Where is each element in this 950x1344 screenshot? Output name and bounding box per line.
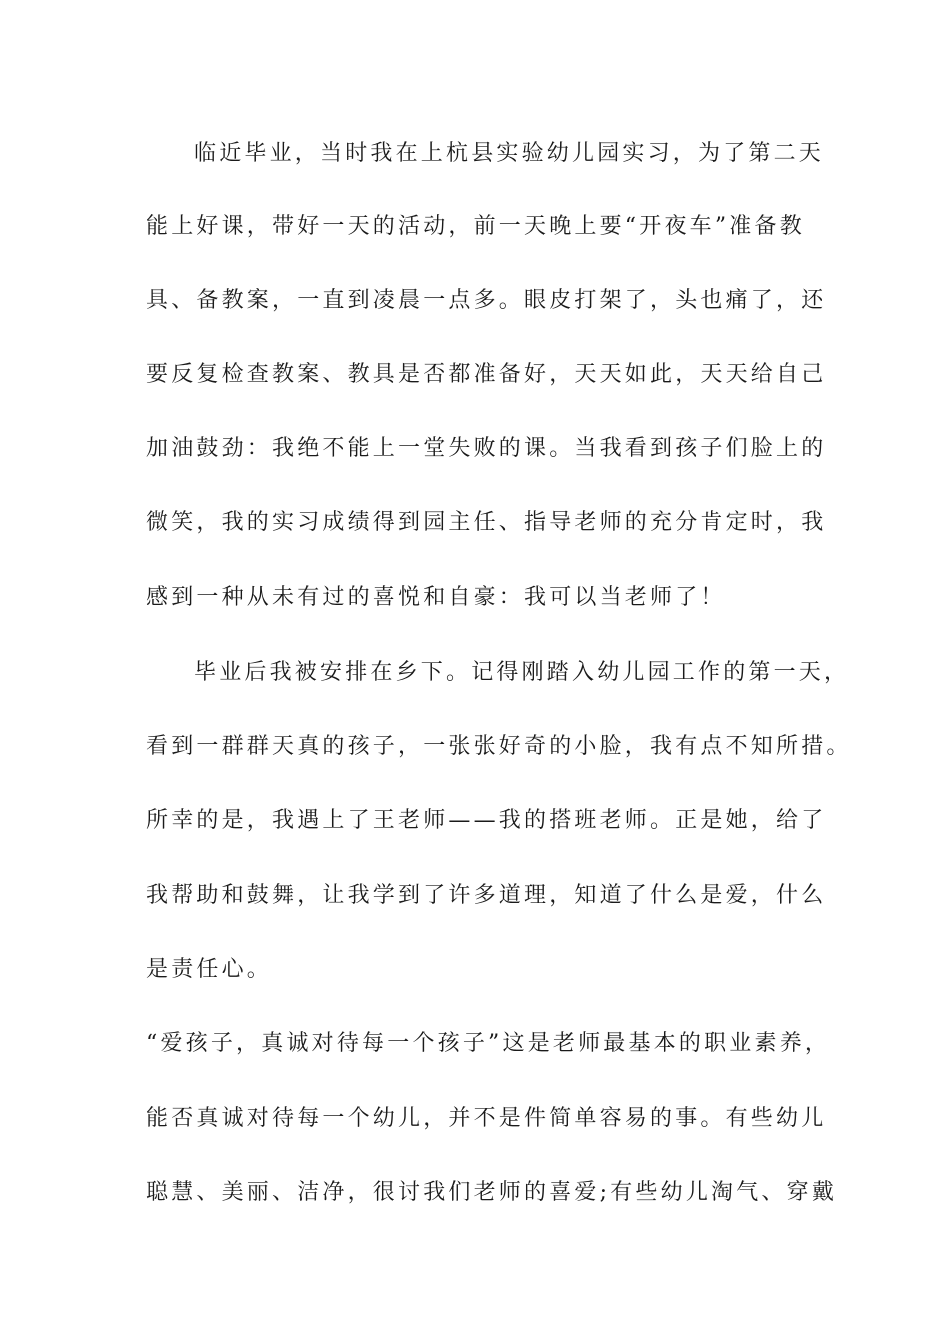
- paragraph-2-line-2: 看到一群群天真的孩子，一张张好奇的小脸，我有点不知所措。: [146, 734, 852, 759]
- paragraph-3-line-3: 聪慧、美丽、洁净，很讨我们老师的喜爱;有些幼儿淘气、穿戴: [146, 1180, 838, 1205]
- paragraph-3-line-1: “爱孩子，真诚对待每一个孩子”这是老师最基本的职业素养，: [146, 1031, 831, 1056]
- paragraph-1-line-6: 微笑，我的实习成绩得到园主任、指导老师的充分肯定时，我: [146, 510, 827, 535]
- paragraph-1-line-5: 加油鼓劲：我绝不能上一堂失败的课。当我看到孩子们脸上的: [146, 436, 827, 461]
- paragraph-2-line-3: 所幸的是，我遇上了王老师——我的搭班老师。正是她，给了: [146, 808, 827, 833]
- paragraph-2-line-5: 是责任心。: [146, 957, 273, 982]
- paragraph-3-line-2: 能否真诚对待每一个幼儿，并不是件简单容易的事。有些幼儿: [146, 1106, 827, 1131]
- paragraph-1-line-3: 具、备教案，一直到凌晨一点多。眼皮打架了，头也痛了，还: [146, 288, 827, 313]
- paragraph-1-line-2: 能上好课，带好一天的活动，前一天晚上要“开夜车”准备教: [146, 214, 805, 239]
- paragraph-1-line-1: 临近毕业，当时我在上杭县实验幼儿园实习，为了第二天: [194, 141, 825, 166]
- paragraph-1-line-7: 感到一种从未有过的喜悦和自豪：我可以当老师了！: [146, 585, 726, 610]
- paragraph-1-line-4: 要反复检查教案、教具是否都准备好，天天如此，天天给自己: [146, 362, 827, 387]
- paragraph-2-line-4: 我帮助和鼓舞，让我学到了许多道理，知道了什么是爱，什么: [146, 883, 827, 908]
- paragraph-2-line-1: 毕业后我被安排在乡下。记得刚踏入幼儿园工作的第一天，: [194, 660, 850, 685]
